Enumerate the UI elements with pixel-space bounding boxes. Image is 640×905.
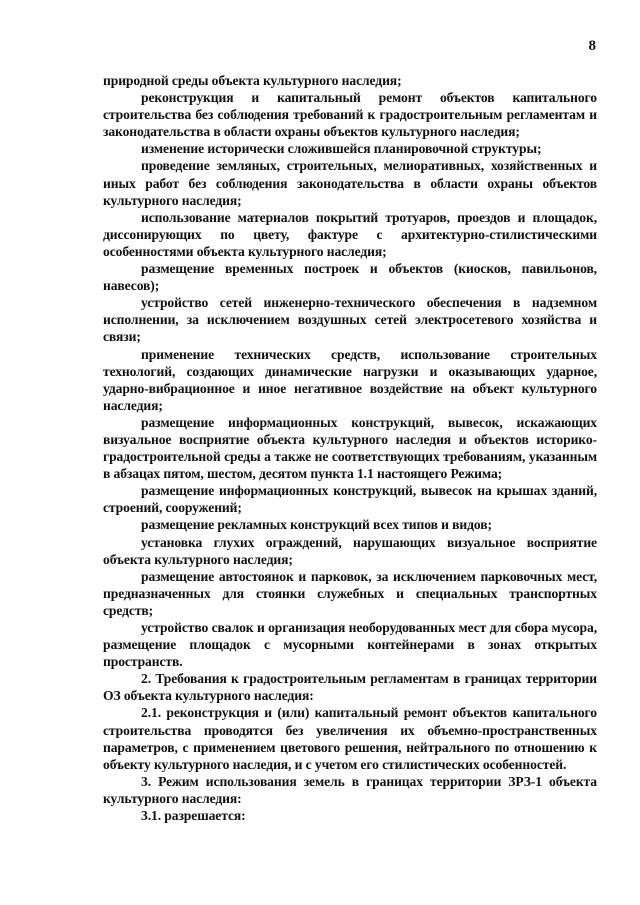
paragraph: размещение временных построек и объектов (киосков, павильонов, навесов);	[103, 261, 597, 294]
paragraph: применение технических средств, использование строительных технологий, создающих динамические нагрузки и оказывающих ударное, ударно-вибрационное и иное негативное воздействие на объект культурного наследия;	[103, 346, 597, 413]
paragraph: 2.1. реконструкция и (или) капитальный ремонт объектов капитального строительства проводятся без увеличения их объемно-пространственных параметров, с применением цветового решения, нейтрального по отношению к объекту культурного наследия, и с учетом его стилистических особенностей.	[103, 705, 597, 772]
paragraph: размещение информационных конструкций, вывесок на крышах зданий, строений, сооружений;	[103, 483, 597, 516]
paragraph: природной среды объекта культурного наследия;	[103, 73, 402, 88]
paragraph: изменение исторически сложившейся планировочной структуры;	[141, 141, 542, 157]
paragraph: использование материалов покрытий тротуаров, проездов и площадок, диссонирующих по цвету, фактуре с архитектурно-стилистическими особенностями объекта культурного наследия;	[103, 209, 597, 259]
paragraph: проведение земляных, строительных, мелиоративных, хозяйственных и иных работ без соблюдения законодательства в области охраны объектов культурного наследия;	[103, 158, 597, 208]
paragraph: размещение автостоянок и парковок, за исключением парковочных мест, предназначенных для стоянки служебных и специальных транспортных средств;	[103, 568, 597, 618]
section-heading: 2. Требования к градостроительным регламентам в границах территории ОЗ объекта культурного наследия:	[103, 671, 597, 704]
document-body	[103, 72, 597, 824]
paragraph: устройство свалок и организация необорудованных мест для сбора мусора, размещение площадок с мусорными контейнерами в зонах открытых пространств.	[103, 620, 597, 670]
paragraph: размещение рекламных конструкций всех типов и видов;	[141, 517, 492, 533]
paragraph: 3.1. разрешается:	[141, 808, 246, 824]
paragraph: устройство сетей инженерно-технического обеспечения в надземном исполнении, за исключением воздушных сетей электросетевого хозяйства и связи;	[103, 295, 597, 345]
paragraph: размещение информационных конструкций, вывесок, искажающих визуальное восприятие объекта культурного наследия и объектов историко-градостроительной среды а также не соответствующих требованиям, указанным в абзацах пятом, шестом, десятом пункта 1.1 настоящего Режима;	[103, 414, 597, 482]
section-heading: 3. Режим использования земель в границах территории ЗРЗ-1 объекта культурного наследия:	[103, 773, 597, 806]
paragraph: реконструкция и капитальный ремонт объектов капитального строительства без соблюдения требований к градостроительным регламентам и законодательства в области охраны объектов культурного наследия;	[103, 90, 597, 140]
paragraph: установка глухих ограждений, нарушающих визуальное восприятие объекта культурного наследия;	[103, 534, 597, 567]
page-number: 8	[588, 38, 596, 54]
